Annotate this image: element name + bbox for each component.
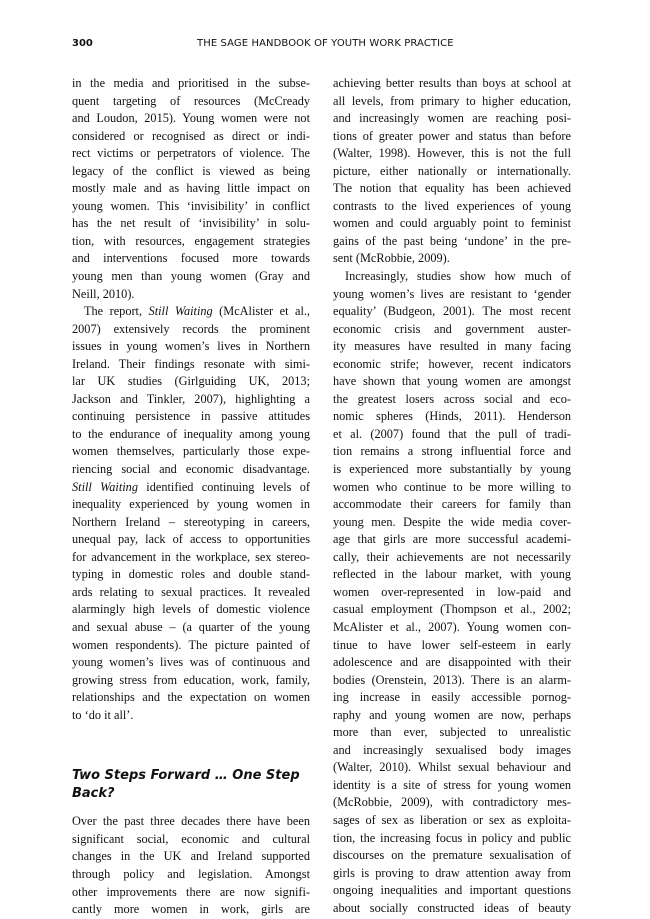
spacer <box>72 803 310 813</box>
text-line: Northern Ireland – stereotyping in careers, <box>72 514 310 529</box>
text-line: tion remains a strong influential force and <box>333 444 571 459</box>
text-line: casual employment (Thompson et al., 2002; <box>333 602 571 617</box>
text-line: quent targeting of resources (McCready <box>72 93 310 108</box>
text-line: to ‘do it all’. <box>72 707 134 722</box>
running-head: THE SAGE HANDBOOK OF YOUTH WORK PRACTICE <box>197 38 454 49</box>
text-line: inequality experienced by young women in <box>72 497 310 512</box>
text-line: (Walter, 2010). Whilst sexual behaviour and <box>333 760 571 775</box>
text-line: equality’ (Budgeon, 2001). The most recent <box>333 304 571 319</box>
text-line: changes in the UK and Ireland supported <box>72 849 310 864</box>
text-line: rect victims or perpetrators of violence. The <box>72 146 310 161</box>
text-line: girls is proving to draw attention away from <box>333 865 571 880</box>
text-line: raphy and young women are now, perhaps <box>333 707 571 722</box>
section-heading-line: Back? <box>72 786 115 802</box>
text-line: nomic spheres (Hinds, 2011). Henderson <box>333 409 571 424</box>
spacer <box>72 742 310 760</box>
text-line: young women’s lives are resistant to ‘gender <box>333 286 571 301</box>
text-line: all levels, from primary to higher education, <box>333 93 571 108</box>
text-line: adolescence and are disappointed with their <box>333 655 571 670</box>
text-line: identity is a site of stress for young women <box>333 777 571 792</box>
text-line: sent (McRobbie, 2009). <box>333 251 450 266</box>
text-line: gains of the past being ‘undone’ in the pre- <box>333 233 571 248</box>
text-line: to the endurance of inequality among young <box>72 426 310 441</box>
paragraph <box>333 268 571 917</box>
text-line: has the net result of ‘invisibility’ in solu- <box>72 216 310 231</box>
text-line: and interventions focused more towards <box>72 251 310 266</box>
text-line: riencing social and economic disadvantage. <box>72 462 310 477</box>
text-line: women themselves, particularly those expe- <box>72 444 310 459</box>
left-column <box>72 75 310 919</box>
text-line: relationships and the expectation on women <box>72 690 310 705</box>
text-line: issues in young women’s lives in Northern <box>72 339 310 354</box>
text-line: achieving better results than boys at school at <box>333 76 571 90</box>
text-line: tinue to have lower self-esteem in early <box>333 637 571 652</box>
text-line: age that girls are more successful academi- <box>333 532 571 547</box>
text-line: ongoing inequalities and important questions <box>333 883 571 898</box>
right-column <box>333 75 571 917</box>
text-line: (McRobbie, 2009), with contradictory mes- <box>333 795 571 810</box>
text-line: Neill, 2010). <box>72 286 135 301</box>
text-line: Jackson and Tinkler, 2007), highlighting a <box>72 391 310 406</box>
text-line: young men. Despite the wide media cover- <box>333 514 571 529</box>
text-line: about socially constructed ideas of beauty <box>333 900 571 915</box>
text-line: Increasingly, studies show how much of <box>345 269 571 284</box>
text-line: accommodate their careers for family than <box>333 497 571 512</box>
text-line: women respondents). The picture painted of <box>72 637 310 652</box>
text-line: tion, with resources, engagement strategies <box>72 233 310 248</box>
text-line: The notion that equality has been achieved <box>333 181 571 196</box>
text-line: young women. This ‘invisibility’ in conflict <box>72 198 310 213</box>
text-line: significant social, economic and cultural <box>72 831 310 846</box>
text-line: have shown that young women are amongst <box>333 374 571 389</box>
text-line: other improvements there are now signifi- <box>72 884 310 899</box>
spacer <box>72 724 310 742</box>
text-line: in the media and prioritised in the subse- <box>72 76 310 90</box>
text-line: women who continue to be more willing to <box>333 479 571 494</box>
text-line: McAlister et al., 2007). Young women con- <box>333 619 571 634</box>
page-number: 300 <box>72 38 93 49</box>
text-line: legacy of the conflict is viewed as being <box>72 163 310 178</box>
text-line: et al. (2007) found that the pull of tradi- <box>333 426 571 441</box>
text-line: young men than young women (Gray and <box>72 269 310 284</box>
text-line: and sexual abuse – (a quarter of the young <box>72 619 310 634</box>
text-line: alarmingly high levels of domestic violence <box>72 602 310 617</box>
text-line: through policy and legislation. Amongst <box>72 866 310 881</box>
text-line: economic strife; however, recent indicators <box>333 356 571 371</box>
text-line: picture, either nationally or internationally. <box>333 163 571 178</box>
text-line: bodies (Orenstein, 2013). There is an alarm- <box>333 672 571 687</box>
text-line: sages of sex as liberation or sex as exploita- <box>333 812 571 827</box>
text-line: reflected in the labour market, with young <box>333 567 571 582</box>
text-line: women over-represented in low-paid and <box>333 584 571 599</box>
text-line: ity measures have resulted in many facing <box>333 339 571 354</box>
section-heading-line: Two Steps Forward … One Step <box>72 768 300 784</box>
text-line: is experienced more substantially by young <box>333 462 571 477</box>
text-line: more than ever, subjected to unrealistic <box>333 725 571 740</box>
text-line: tion, the increasing focus in policy and public <box>333 830 571 845</box>
text-line: considered or recognised as direct or indi- <box>72 128 310 143</box>
text-line: tions of greater power and status than before <box>333 128 571 143</box>
text-line: 2007) extensively records the prominent <box>72 321 310 336</box>
text-line: women and could arguably point to feminist <box>333 216 571 231</box>
text-line: typing in domestic roles and double stand- <box>72 567 310 582</box>
text-line: Over the past three decades there have been <box>72 814 310 829</box>
paragraph <box>72 303 310 724</box>
text-line: unequal pay, lack of access to opportunities <box>72 532 310 547</box>
text-line: and increasingly women are reaching posi- <box>333 111 571 126</box>
text-line: and Loudon, 2015). Young women were not <box>72 111 310 126</box>
section-heading <box>72 767 310 803</box>
text-line: Still Waiting identified continuing levels of <box>72 479 310 494</box>
text-line: continuing persistence in passive attitudes <box>72 409 310 424</box>
text-line: lar UK studies (Girlguiding UK, 2013; <box>72 374 310 389</box>
text-line: The report, Still Waiting (McAlister et al., <box>84 304 310 319</box>
paragraph <box>72 75 310 303</box>
text-line: cally, their achievements are not necessarily <box>333 549 571 564</box>
text-line: Ireland. Their findings resonate with simi- <box>72 356 310 371</box>
text-line: and increasingly sexualised body images <box>333 742 571 757</box>
text-line: for advancement in the workplace, sex stereo- <box>72 549 310 564</box>
paragraph <box>72 813 310 918</box>
text-line: ing increase in easily accessible pornog- <box>333 690 571 705</box>
text-line: the greatest losers across social and eco- <box>333 391 571 406</box>
text-line: cantly more women in work, girls are <box>72 902 310 917</box>
text-line: (Walter, 1998). However, this is not the full <box>333 146 571 161</box>
text-line: economic crisis and government auster- <box>333 321 571 336</box>
text-line: growing stress from education, work, family, <box>72 672 310 687</box>
paragraph <box>333 75 571 268</box>
text-line: contrasts to the lived experiences of young <box>333 198 571 213</box>
text-line: young women’s lives was of continuous and <box>72 655 310 670</box>
text-line: ards relating to sexual practices. It revealed <box>72 584 310 599</box>
page-header <box>72 38 580 52</box>
text-line: discourses on the premature sexualisation of <box>333 848 571 863</box>
text-line: mostly male and as having little impact on <box>72 181 310 196</box>
